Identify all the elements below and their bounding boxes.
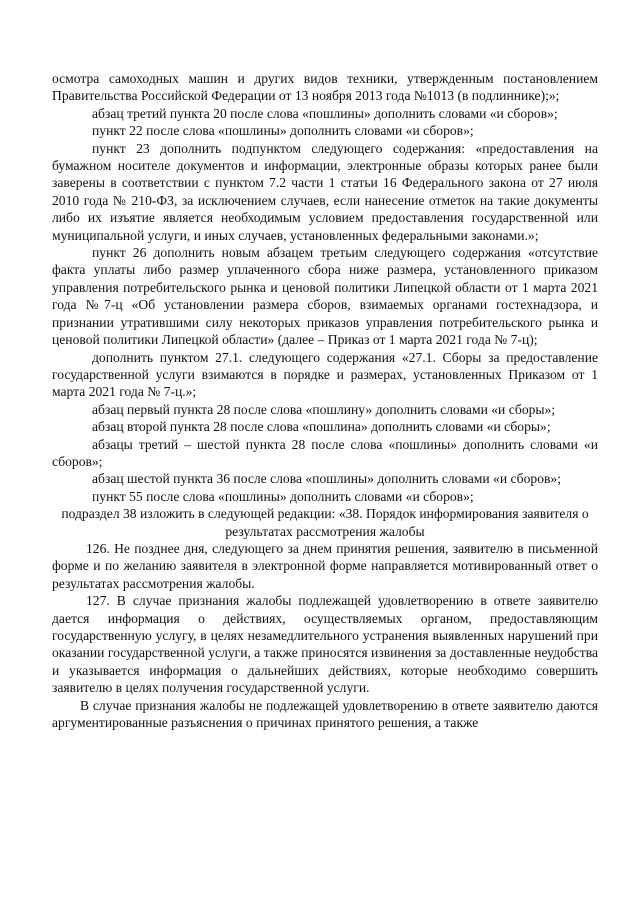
paragraph-5: пункт 26 дополнить новым абзацем третьим следующего содержания «отсутствие факта уплаты либо размер уплаченного сбора ниже размера, установленного приказом управления потребительского рынка и ценовой политики Липецкой области от 1 марта 2021 года №7-ц «Об установлении размера сборов, взимаемых органами гостехнадзора, и признании утратившими силу некоторых приказов управления потребительского рынка и ценовой политики Липецкой области» (далее – Приказ от 1 марта 2021 года № 7-ц); bbox=[52, 245, 598, 348]
paragraph-11: пункт 55 после слова «пошлины» дополнить словами «и сборов»; bbox=[92, 488, 474, 504]
document-page bbox=[52, 70, 598, 731]
paragraph-13: 126. Не позднее дня, следующего за днем принятия решения, заявителю в письменной форме и по желанию заявителя в электронной форме направляется мотивированный ответ о результатах рассмотрения жалобы. bbox=[52, 540, 598, 591]
paragraph-7: абзац первый пункта 28 после слова «пошлину» дополнить словами «и сборы»; bbox=[92, 401, 556, 417]
paragraph-1: осмотра самоходных машин и других видов техники, утвержденным постановлением Правительства Российской Федерации от 13 ноября 2013 года №1013 (в подлиннике);»; bbox=[52, 71, 598, 104]
paragraph-9: абзацы третий – шестой пункта 28 после слова «пошлины» дополнить словами «и сборов»; bbox=[52, 436, 598, 469]
paragraph-14: 127. В случае признания жалобы подлежащей удовлетворению в ответе заявителю дается информация о действиях, осуществляемых органом, предоставляющим государственную услугу, в целях незамедлительного устранения выявленных нарушений при оказании государственной услуги, а также приносятся извинения за доставленные неудобства и указывается информация о дальнейших действиях, которые необходимо совершить заявителю в целях получения государственной услуги. bbox=[52, 593, 598, 696]
paragraph-12: подраздел 38 изложить в следующей редакции: «38. Порядок информирования заявителя о результатах рассмотрения жалобы bbox=[61, 506, 589, 539]
paragraph-10: абзац шестой пункта 36 после слова «пошлины» дополнить словами «и сборов»; bbox=[92, 471, 561, 487]
paragraph-8: абзац второй пункта 28 после слова «пошлина» дополнить словами «и сборы»; bbox=[92, 419, 551, 435]
paragraph-4: пункт 23 дополнить подпунктом следующего содержания: «предоставления на бумажном носителе документов и информации, электронные образы которых ранее были заверены в соответствии с пунктом 7.2 части 1 статьи 16 Федерального закона от 27 июля 2010 года № 210-ФЗ, за исключением случаев, если нанесение отметок на такие документы либо их изъятие является необходимым условием предоставления государственной или муниципальной услуги, и иных случаев, установленных федеральными законами.»; bbox=[52, 140, 598, 243]
paragraph-15: В случае признания жалобы не подлежащей удовлетворению в ответе заявителю даются аргументированные разъяснения о причинах принятого решения, а также bbox=[52, 697, 598, 731]
paragraph-3: пункт 22 после слова «пошлины» дополнить словами «и сборов»; bbox=[92, 123, 474, 139]
paragraph-2: абзац третий пункта 20 после слова «пошлины» дополнить словами «и сборов»; bbox=[92, 105, 558, 121]
paragraph-6: дополнить пунктом 27.1. следующего содержания «27.1. Сборы за предоставление государственной услуги взимаются в порядке и размерах, установленных Приказом от 1 марта 2021 года № 7-ц.»; bbox=[52, 349, 598, 400]
